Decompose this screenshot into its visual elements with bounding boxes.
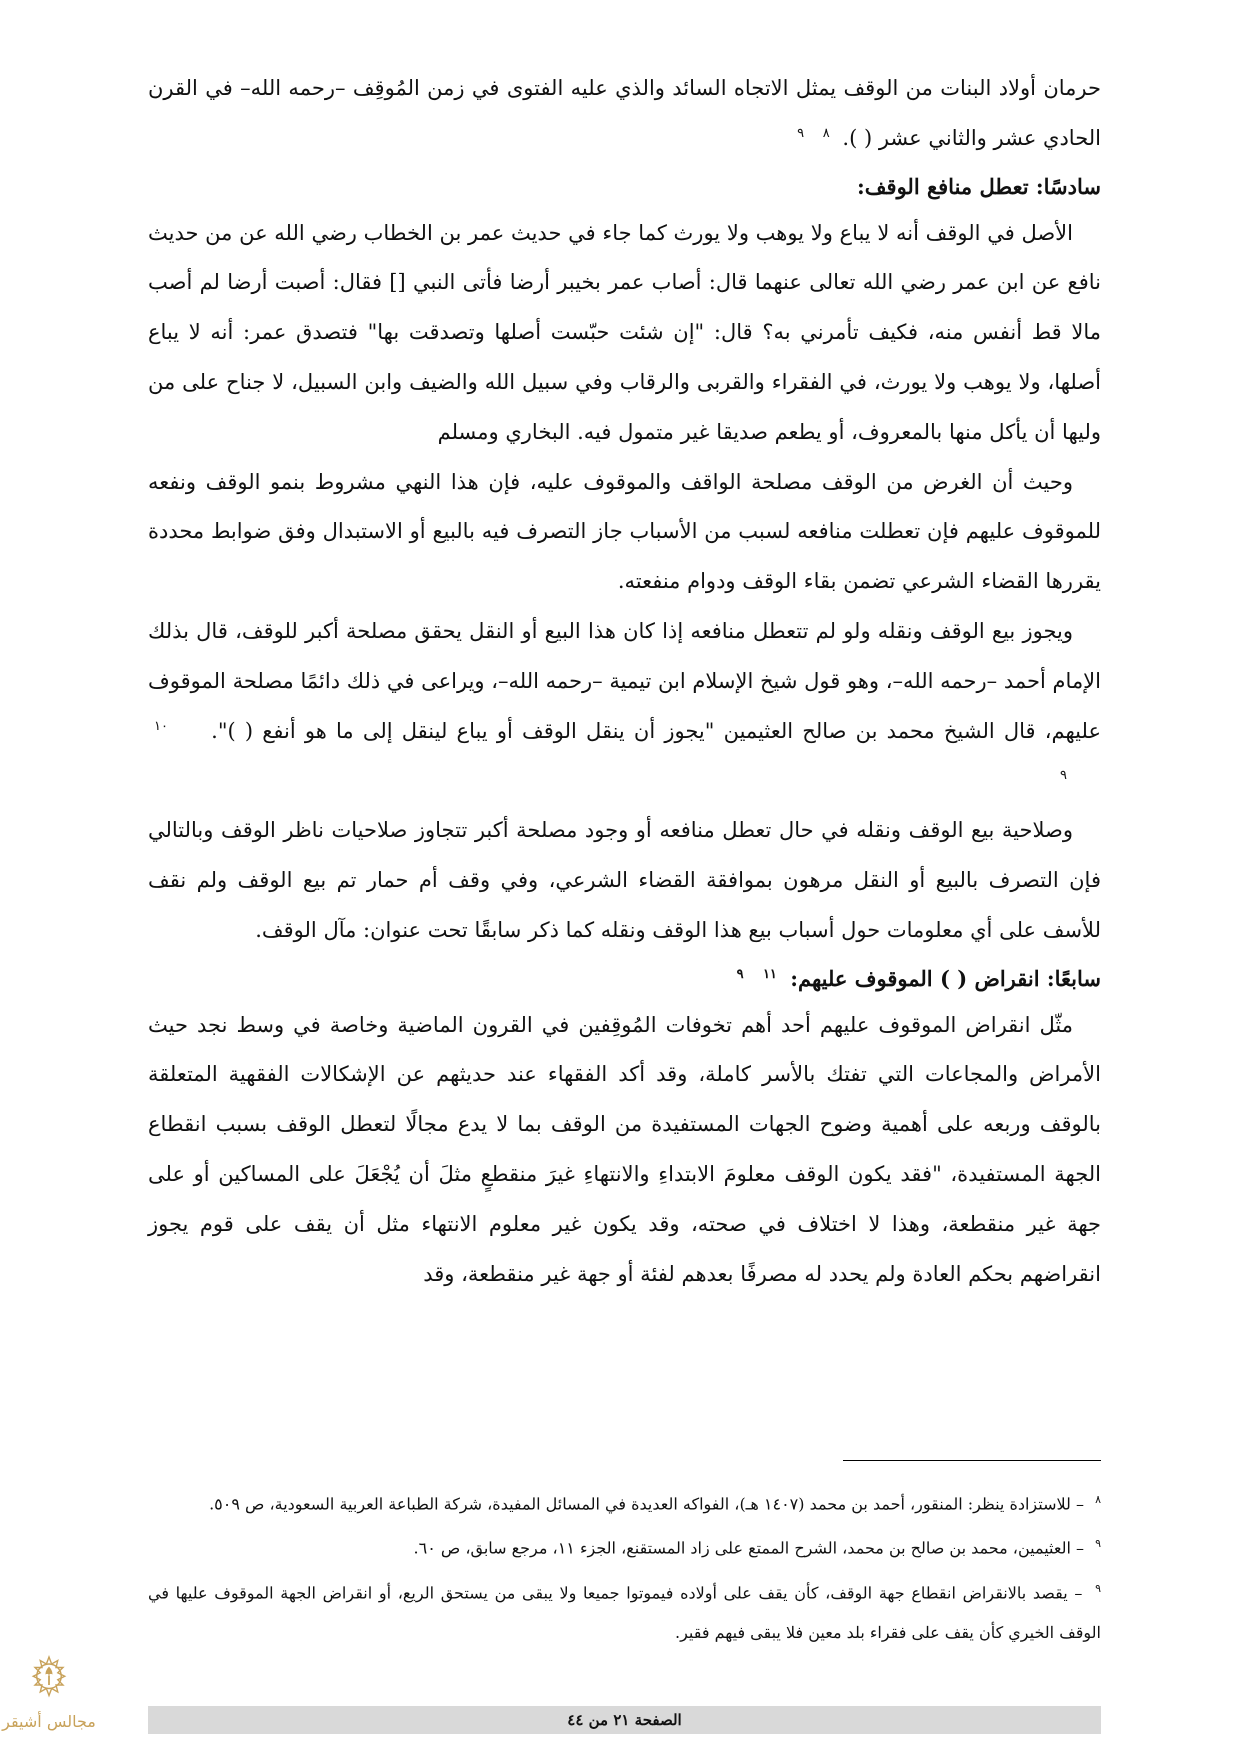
footnote-ref-9-third: ٩ — [736, 966, 744, 982]
footnote-ref-10: ١٠ — [154, 718, 168, 734]
heading-seventh-suffix: الموقوف عليهم: — [790, 965, 933, 991]
footnote-9-text: – العثيمين، محمد بن صالح بن محمد، الشرح الممتع على زاد المستقنع، الجزء ١١، مرجع سابق، ص ٦٠. — [413, 1538, 1084, 1558]
footnote-9-second-marker: ٩ — [1095, 1581, 1101, 1595]
page-number-bar — [148, 1706, 1101, 1734]
paragraph-4-text: ويجوز بيع الوقف ونقله ولو لم تتعطل منافعه إذا كان هذا البيع أو النقل يحقق مصلحة أكبر للوقف، قال بذلك الإمام أحمد –رحمه الله–، وهو قول شيخ الإسلام ابن تيمية –رحمه الله–، ويراعى في ذلك دائمًا مصلحة الموقوف عليهم، قال الشيخ محمد بن صالح العثيمين "يجوز أن ينقل الوقف أو يباع لينقل إلى ما هو أنفع ( )". — [148, 618, 1101, 743]
footnote-8-text: – للاستزادة ينظر: المنقور، أحمد بن محمد (١٤٠٧ هـ)، الفواكه العديدة في المسائل المفيدة، شركة الطباعة العربية السعودية، ص ٥٠٩. — [209, 1494, 1084, 1514]
paragraph-5: وصلاحية بيع الوقف ونقله في حال تعطل منافعه أو وجود مصلحة أكبر تتجاوز صلاحيات ناظر الوقف وبالتالي فإن التصرف بالبيع أو النقل مرهون بموافقة القضاء الشرعي، وفي وقف أم حمار تم بيع الوقف ولم نقف للأسف على أي معلومات حول أسباب بيع هذا الوقف ونقله كما ذكر سابقًا تحت عنوان: مآل الوقف. — [148, 818, 1101, 942]
footnote-9-second-text: – يقصد بالانقراض انقطاع جهة الوقف، كأن يقف على أولاده فيموتوا جميعا ولا يبقى من يستحق الريع، أو انقراض الجهة الموقوف عليها في الوقف الخيري كأن يقف على فقراء بلد معين فلا يبقى فيهم فقير. — [148, 1582, 1101, 1642]
paragraph-2: الأصل في الوقف أنه لا يباع ولا يوهب ولا يورث كما جاء في حديث عمر بن الخطاب رضي الله عن من حديث نافع عن ابن عمر رضي الله تعالى عنهما قال: أصاب عمر بخيبر أرضا فأتى النبي [] فقال: أصبت أرضا لم أصب مالا قط أنفس منه، فكيف تأمرني به؟ قال: "إن شئت حبّست أصلها وتصدقت بها" فتصدق عمر: أنه لا يباع أصلها، ولا يوهب ولا يورث، في الفقراء والقربى والرقاب وفي سبيل الله والضيف وابن السبيل، لا جناح على من وليها أن يأكل منها بالمعروف، أو يطعم صديقا غير متمول فيه. البخاري ومسلم — [148, 220, 1101, 444]
watermark-text: مجالس أشيقر — [2, 1712, 96, 1731]
heading-seventh — [148, 956, 1101, 1001]
footnote-8 — [148, 1480, 1101, 1524]
heading-seventh-prefix: سابعًا: انقراض ( ) — [939, 965, 1101, 991]
heading-sixth: سادسًا: تعطل منافع الوقف: — [857, 173, 1101, 199]
footnote-9-marker: ٩ — [1095, 1537, 1101, 1551]
watermark-logo — [2, 1650, 96, 1750]
page-number: الصفحة ٢١ من ٤٤ — [567, 1711, 682, 1729]
paragraph-3: وحيث أن الغرض من الوقف مصلحة الواقف والموقوف عليه، فإن هذا النهي مشروط بنمو الوقف ونفعه للموقوف عليهم فإن تعطلت منافعه لسبب من الأسباب جاز التصرف فيه بالبيع أو الاستبدال وفق ضوابط محددة يقررها القضاء الشرعي تضمن بقاء الوقف ودوام منفعته. — [148, 469, 1101, 594]
footnote-separator — [843, 1460, 1101, 1461]
footnote-9-second — [148, 1569, 1101, 1653]
footnote-9 — [148, 1524, 1101, 1568]
footnote-8-marker: ٨ — [1095, 1493, 1101, 1506]
paragraph-1 — [148, 64, 1101, 164]
paragraph-4 — [148, 607, 1101, 806]
footnote-ref-9-second: ٩ — [1060, 768, 1067, 784]
footnote-ref-11: ١١ — [762, 966, 777, 982]
footnotes — [148, 1480, 1101, 1653]
footnote-ref-8: ٨ — [822, 125, 830, 141]
paragraph-6: مثّل انقراض الموقوف عليهم أحد أهم تخوفات المُوقِفين في القرون الماضية وخاصة في وسط نجد حيث الأمراض والمجاعات التي تفتك بالأسر كاملة، وقد أكد الفقهاء عند حديثهم عن الإشكالات الفقهية المتعلقة بالوقف وربعه على أهمية وضوح الجهات المستفيدة من الوقف بما لا يدع مجالًا لتعطل الوقف بسبب انقطاع الجهة المستفيدة، "فقد يكون الوقف معلومَ الابتداءِ والانتهاءِ غيرَ منقطعٍ مثلَ أن يُجْعَلَ على المساكين أو على جهة غير منقطعة، وهذا لا اختلاف في صحته، وقد يكون غير معلوم الانتهاء مثل أن يقف على قوم يجوز انقراضهم بحكم العادة ولم يحدد له مصرفًا بعدهم لفئة أو جهة غير منقطعة، وقد — [148, 1012, 1101, 1286]
paragraph-1-text: حرمان أولاد البنات من الوقف يمثل الاتجاه السائد والذي عليه الفتوى في زمن المُوقِف –رحمه الله– في القرن الحادي عشر والثاني عشر ( ). — [148, 76, 1101, 150]
footnote-ref-9: ٩ — [797, 125, 805, 141]
palm-crest-icon — [21, 1650, 77, 1706]
main-text — [148, 64, 1101, 1299]
